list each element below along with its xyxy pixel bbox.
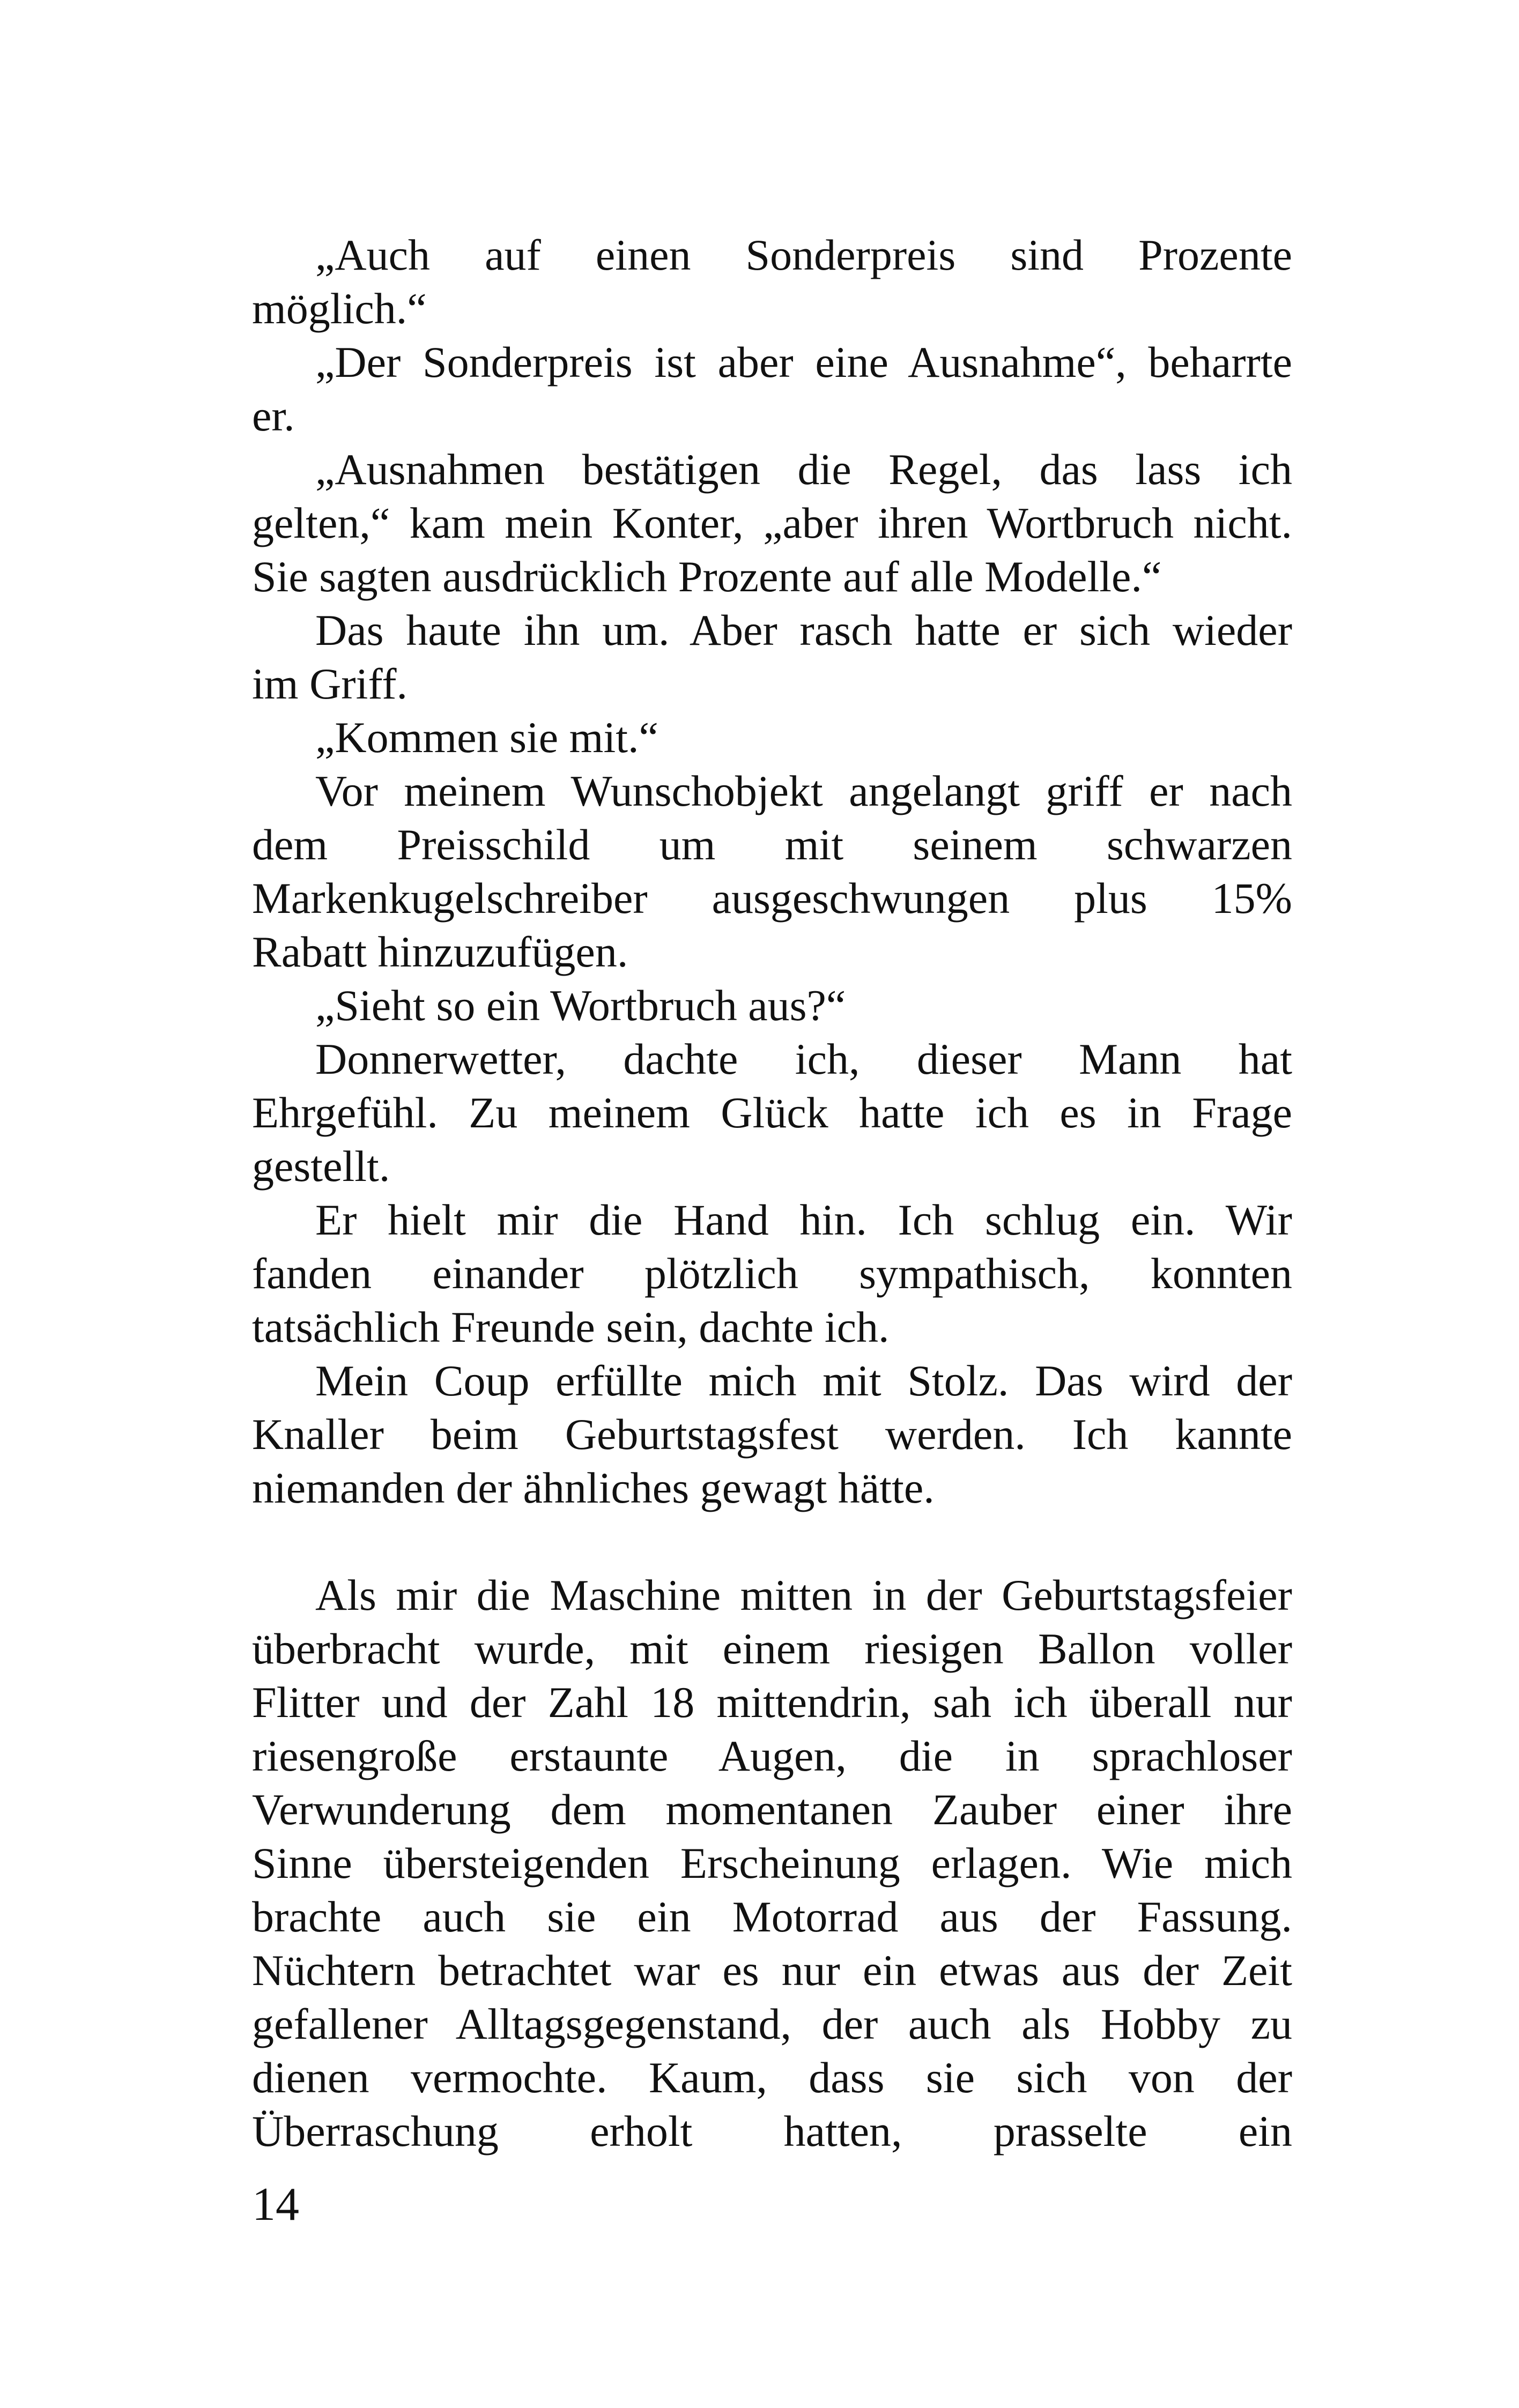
text-line: Überraschung erholt hatten, prasselte ein: [252, 2107, 1292, 2156]
text-line: Sinne übersteigenden Erscheinung erlagen. Wie mich: [252, 1839, 1292, 1887]
text-line: „Ausnahmen bestätigen die Regel, das lass ich: [315, 445, 1292, 494]
text-line: fanden einander plötzlich sympathisch, konnten: [252, 1249, 1292, 1298]
page-number: 14: [252, 2179, 299, 2231]
text-line: im Griff.: [252, 659, 408, 708]
text-line: Nüchtern betrachtet war es nur ein etwas aus der Zeit: [252, 1946, 1292, 1995]
text-line: gestellt.: [252, 1142, 390, 1191]
text-line: tatsächlich Freunde sein, dachte ich.: [252, 1303, 890, 1351]
text-line: Flitter und der Zahl 18 mittendrin, sah ich überall nur: [252, 1678, 1292, 1727]
text-line: riesengroße erstaunte Augen, die in sprachloser: [252, 1731, 1292, 1780]
text-line: Sie sagten ausdrücklich Prozente auf alle Modelle.“: [252, 552, 1162, 601]
text-line: „Sieht so ein Wortbruch aus?“: [315, 981, 846, 1030]
text-line: „Kommen sie mit.“: [315, 713, 658, 762]
text-line: dem Preisschild um mit seinem schwarzen: [252, 820, 1292, 869]
text-line: Knaller beim Geburtstagsfest werden. Ich kannte: [252, 1410, 1292, 1459]
text-line: „Auch auf einen Sonderpreis sind Prozente: [315, 231, 1292, 279]
text-line: niemanden der ähnliches gewagt hätte.: [252, 1463, 935, 1512]
text-line: er.: [252, 391, 295, 440]
text-line: brachte auch sie ein Motorrad aus der Fassung.: [252, 1892, 1292, 1941]
text-line: Mein Coup erfüllte mich mit Stolz. Das wird der: [315, 1356, 1292, 1405]
text-line: Als mir die Maschine mitten in der Geburtstagsfeier: [315, 1571, 1292, 1619]
text-line: Donnerwetter, dachte ich, dieser Mann hat: [315, 1035, 1292, 1083]
text-line: gelten,“ kam mein Konter, „aber ihren Wortbruch nicht.: [252, 499, 1292, 547]
text-line: Rabatt hinzuzufügen.: [252, 927, 628, 976]
text-line: „Der Sonderpreis ist aber eine Ausnahme“, beharrte: [315, 338, 1292, 387]
text-line: Markenkugelschreiber ausgeschwungen plus 15%: [252, 874, 1292, 923]
text-line: Ehrgefühl. Zu meinem Glück hatte ich es in Frage: [252, 1088, 1292, 1137]
text-line: Vor meinem Wunschobjekt angelangt griff er nach: [315, 767, 1292, 815]
text-line: möglich.“: [252, 284, 427, 333]
text-line: überbracht wurde, mit einem riesigen Ballon voller: [252, 1624, 1292, 1673]
text-line: gefallener Alltagsgegenstand, der auch als Hobby zu: [252, 2000, 1292, 2048]
text-line: dienen vermochte. Kaum, dass sie sich von der: [252, 2053, 1292, 2102]
text-line: Er hielt mir die Hand hin. Ich schlug ein. Wir: [315, 1195, 1292, 1244]
text-line: Verwunderung dem momentanen Zauber einer ihre: [252, 1785, 1292, 1834]
text-line: Das haute ihn um. Aber rasch hatte er sich wieder: [315, 606, 1292, 655]
